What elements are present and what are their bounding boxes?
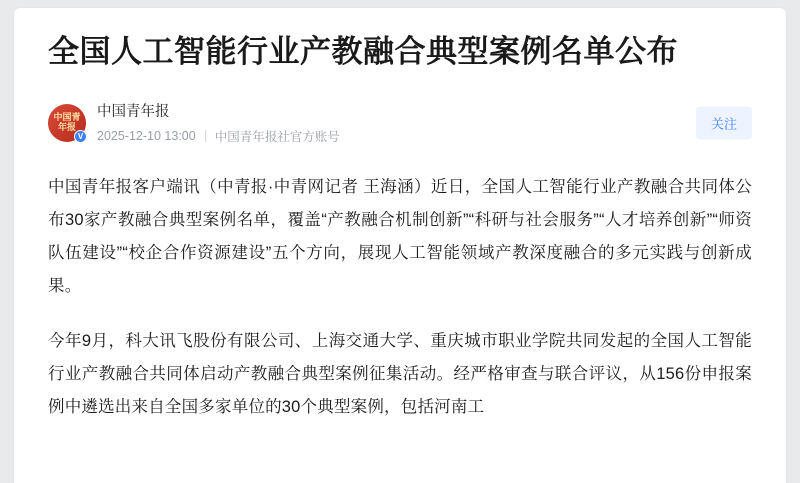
page-title: 全国人工智能行业产教融合典型案例名单公布	[48, 34, 678, 69]
account-label: 中国青年报社官方账号	[214, 130, 340, 145]
follow-button[interactable]: 关注	[696, 106, 752, 139]
avatar-image: 中国青年报	[48, 104, 86, 142]
meta-row	[97, 127, 340, 145]
article-inner	[14, 8, 786, 424]
article-paragraph: 今年9月，科大讯飞股份有限公司、上海交通大学、重庆城市职业学院共同发起的全国人工智能行业产教融合共同体启动产教融合典型案例征集活动。经严格审查与联合评议，从156份申报案例中遴选出来自全国多家单位的30个典型案例，包括河南工	[48, 332, 752, 417]
source-name[interactable]: 中国青年报	[97, 104, 170, 121]
byline	[48, 100, 752, 145]
article-body	[48, 171, 752, 424]
publish-timestamp: 2025-12-10 13:00	[97, 129, 196, 144]
article-paragraph: 中国青年报客户端讯（中青报·中青网记者 王海涵）近日，全国人工智能行业产教融合共同体公布30家产教融合典型案例名单，覆盖“产教融合机制创新”“科研与社会服务”“人才培养创新”“师资队伍建设”“校企合作资源建设”五个方向，展现人工智能领域产教深度融合的多元实践与创新成果。	[48, 178, 752, 296]
meta-divider	[205, 130, 206, 142]
byline-text	[97, 100, 340, 145]
verified-check-icon: V	[74, 130, 87, 143]
avatar[interactable]	[48, 104, 86, 142]
article-card	[14, 8, 786, 483]
